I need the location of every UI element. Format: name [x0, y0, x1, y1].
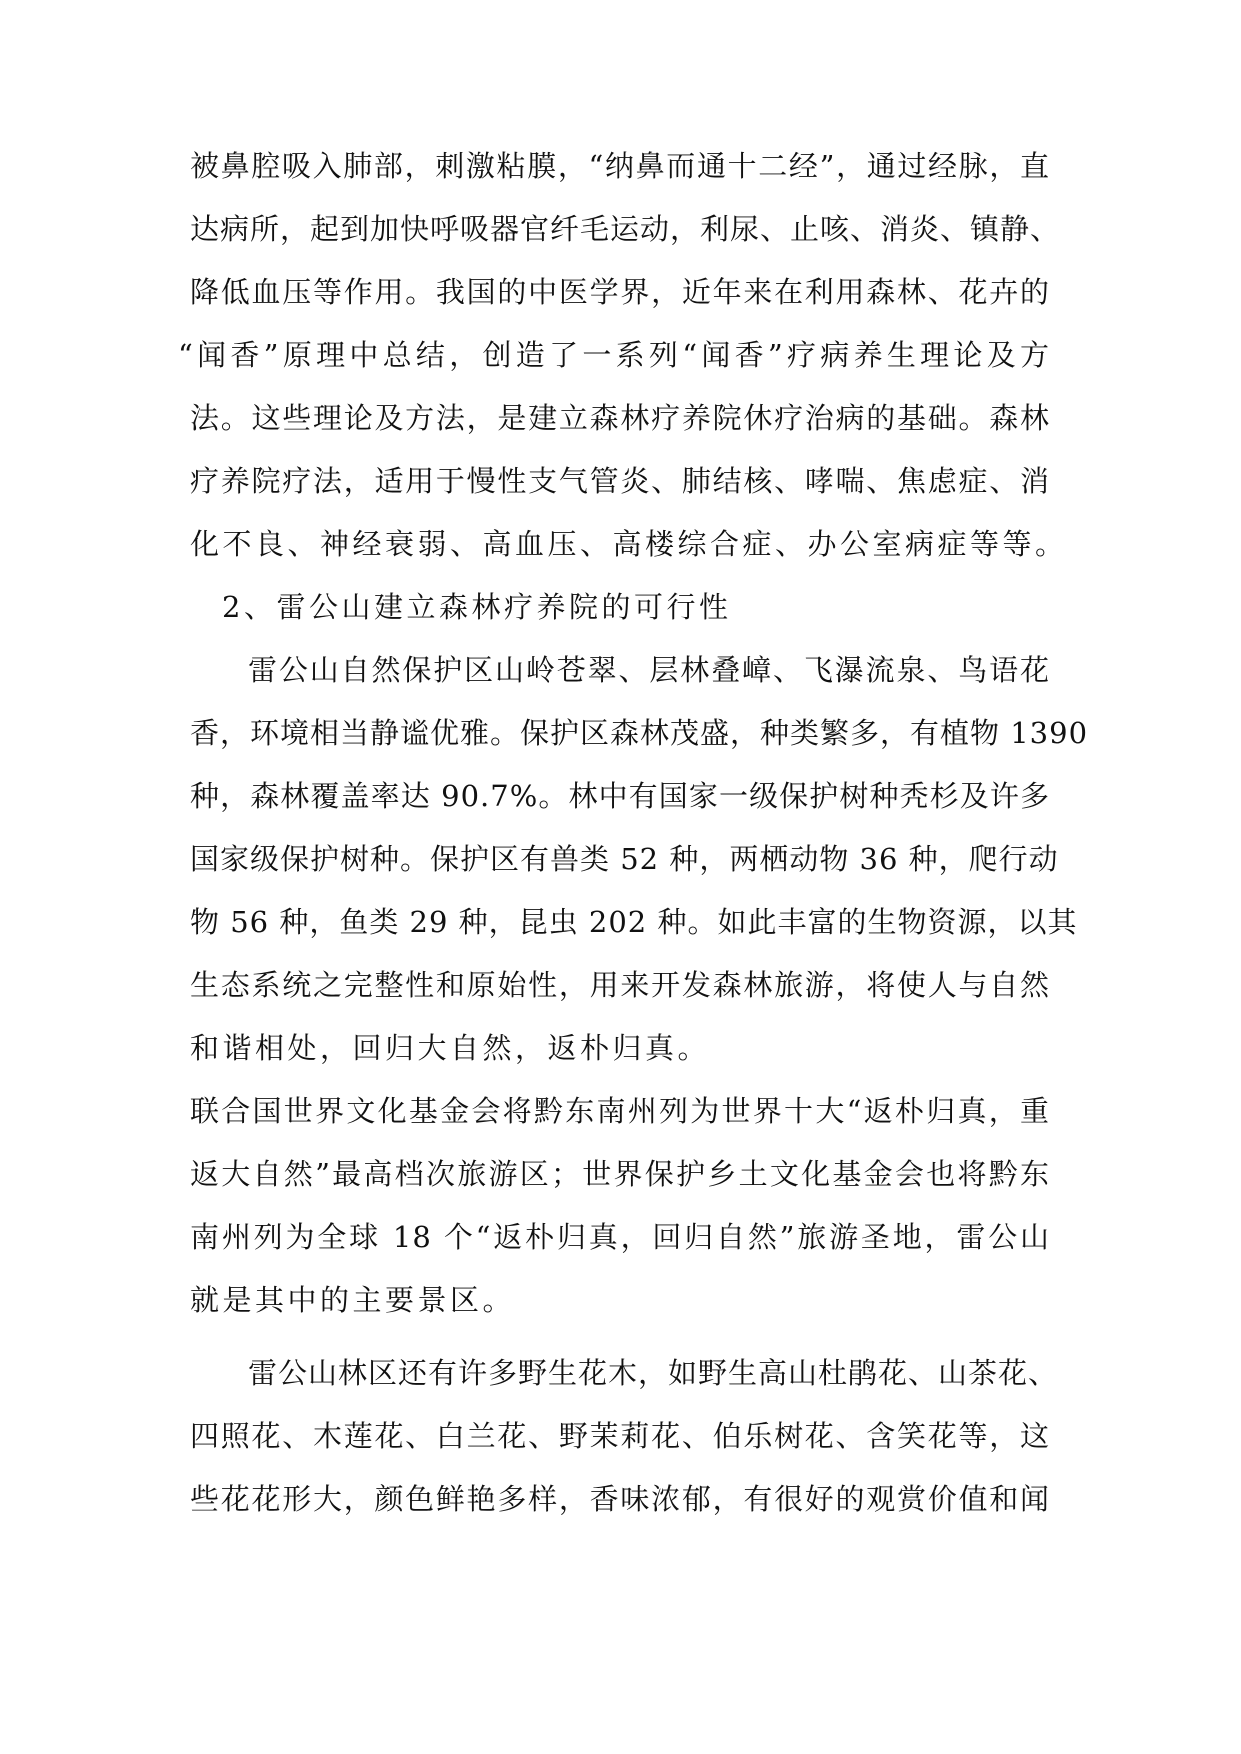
text-line: 种，森林覆盖率达 90.7%。林中有国家一级保护树种秃杉及许多: [190, 779, 1050, 813]
text-line: 些花花形大，颜色鲜艳多样，香味浓郁，有很好的观赏价值和闻: [190, 1482, 1050, 1516]
text-line: 降低血压等作用。我国的中医学界，近年来在利用森林、花卉的: [190, 275, 1050, 309]
text-line: “闻香”原理中总结，创造了一系列“闻香”疗病养生理论及方: [178, 338, 1050, 372]
text-line: 国家级保护树种。保护区有兽类 52 种，两栖动物 36 种，爬行动: [190, 842, 1059, 876]
text-line: 返大自然”最高档次旅游区；世界保护乡土文化基金会也将黔东: [190, 1157, 1050, 1191]
text-line: 联合国世界文化基金会将黔东南州列为世界十大“返朴归真，重: [190, 1094, 1050, 1128]
text-line: 法。这些理论及方法，是建立森林疗养院休疗治病的基础。森林: [190, 401, 1050, 435]
text-line: 生态系统之完整性和原始性，用来开发森林旅游，将使人与自然: [190, 968, 1050, 1002]
text-line: 四照花、木莲花、白兰花、野茉莉花、伯乐树花、含笑花等，这: [190, 1419, 1050, 1453]
text-line: 物 56 种，鱼类 29 种，昆虫 202 种。如此丰富的生物资源，以其: [190, 905, 1078, 939]
text-line: 疗养院疗法，适用于慢性支气管炎、肺结核、哮喘、焦虑症、消: [190, 464, 1050, 498]
text-line: 达病所，起到加快呼吸器官纤毛运动，利尿、止咳、消炎、镇静、: [190, 212, 1061, 246]
paragraph-first-line: 雷公山自然保护区山岭苍翠、层林叠嶂、飞瀑流泉、鸟语花: [248, 653, 1050, 687]
text-line: 和谐相处，回归大自然，返朴归真。: [190, 1031, 711, 1065]
text-line: 南州列为全球 18 个“返朴归真，回归自然”旅游圣地，雷公山: [190, 1220, 1050, 1254]
text-line: 香，环境相当静谧优雅。保护区森林茂盛，种类繁多，有植物 1390: [190, 716, 1089, 750]
text-line: 化不良、神经衰弱、高血压、高楼综合症、办公室病症等等。: [190, 527, 1068, 561]
text-line: 被鼻腔吸入肺部，刺激粘膜，“纳鼻而通十二经”，通过经脉，直: [190, 149, 1050, 183]
paragraph-first-line: 雷公山林区还有许多野生花木，如野生高山杜鹃花、山茶花、: [248, 1356, 1059, 1390]
section-heading: 2、雷公山建立森林疗养院的可行性: [222, 590, 732, 624]
text-line: 就是其中的主要景区。: [190, 1283, 516, 1317]
